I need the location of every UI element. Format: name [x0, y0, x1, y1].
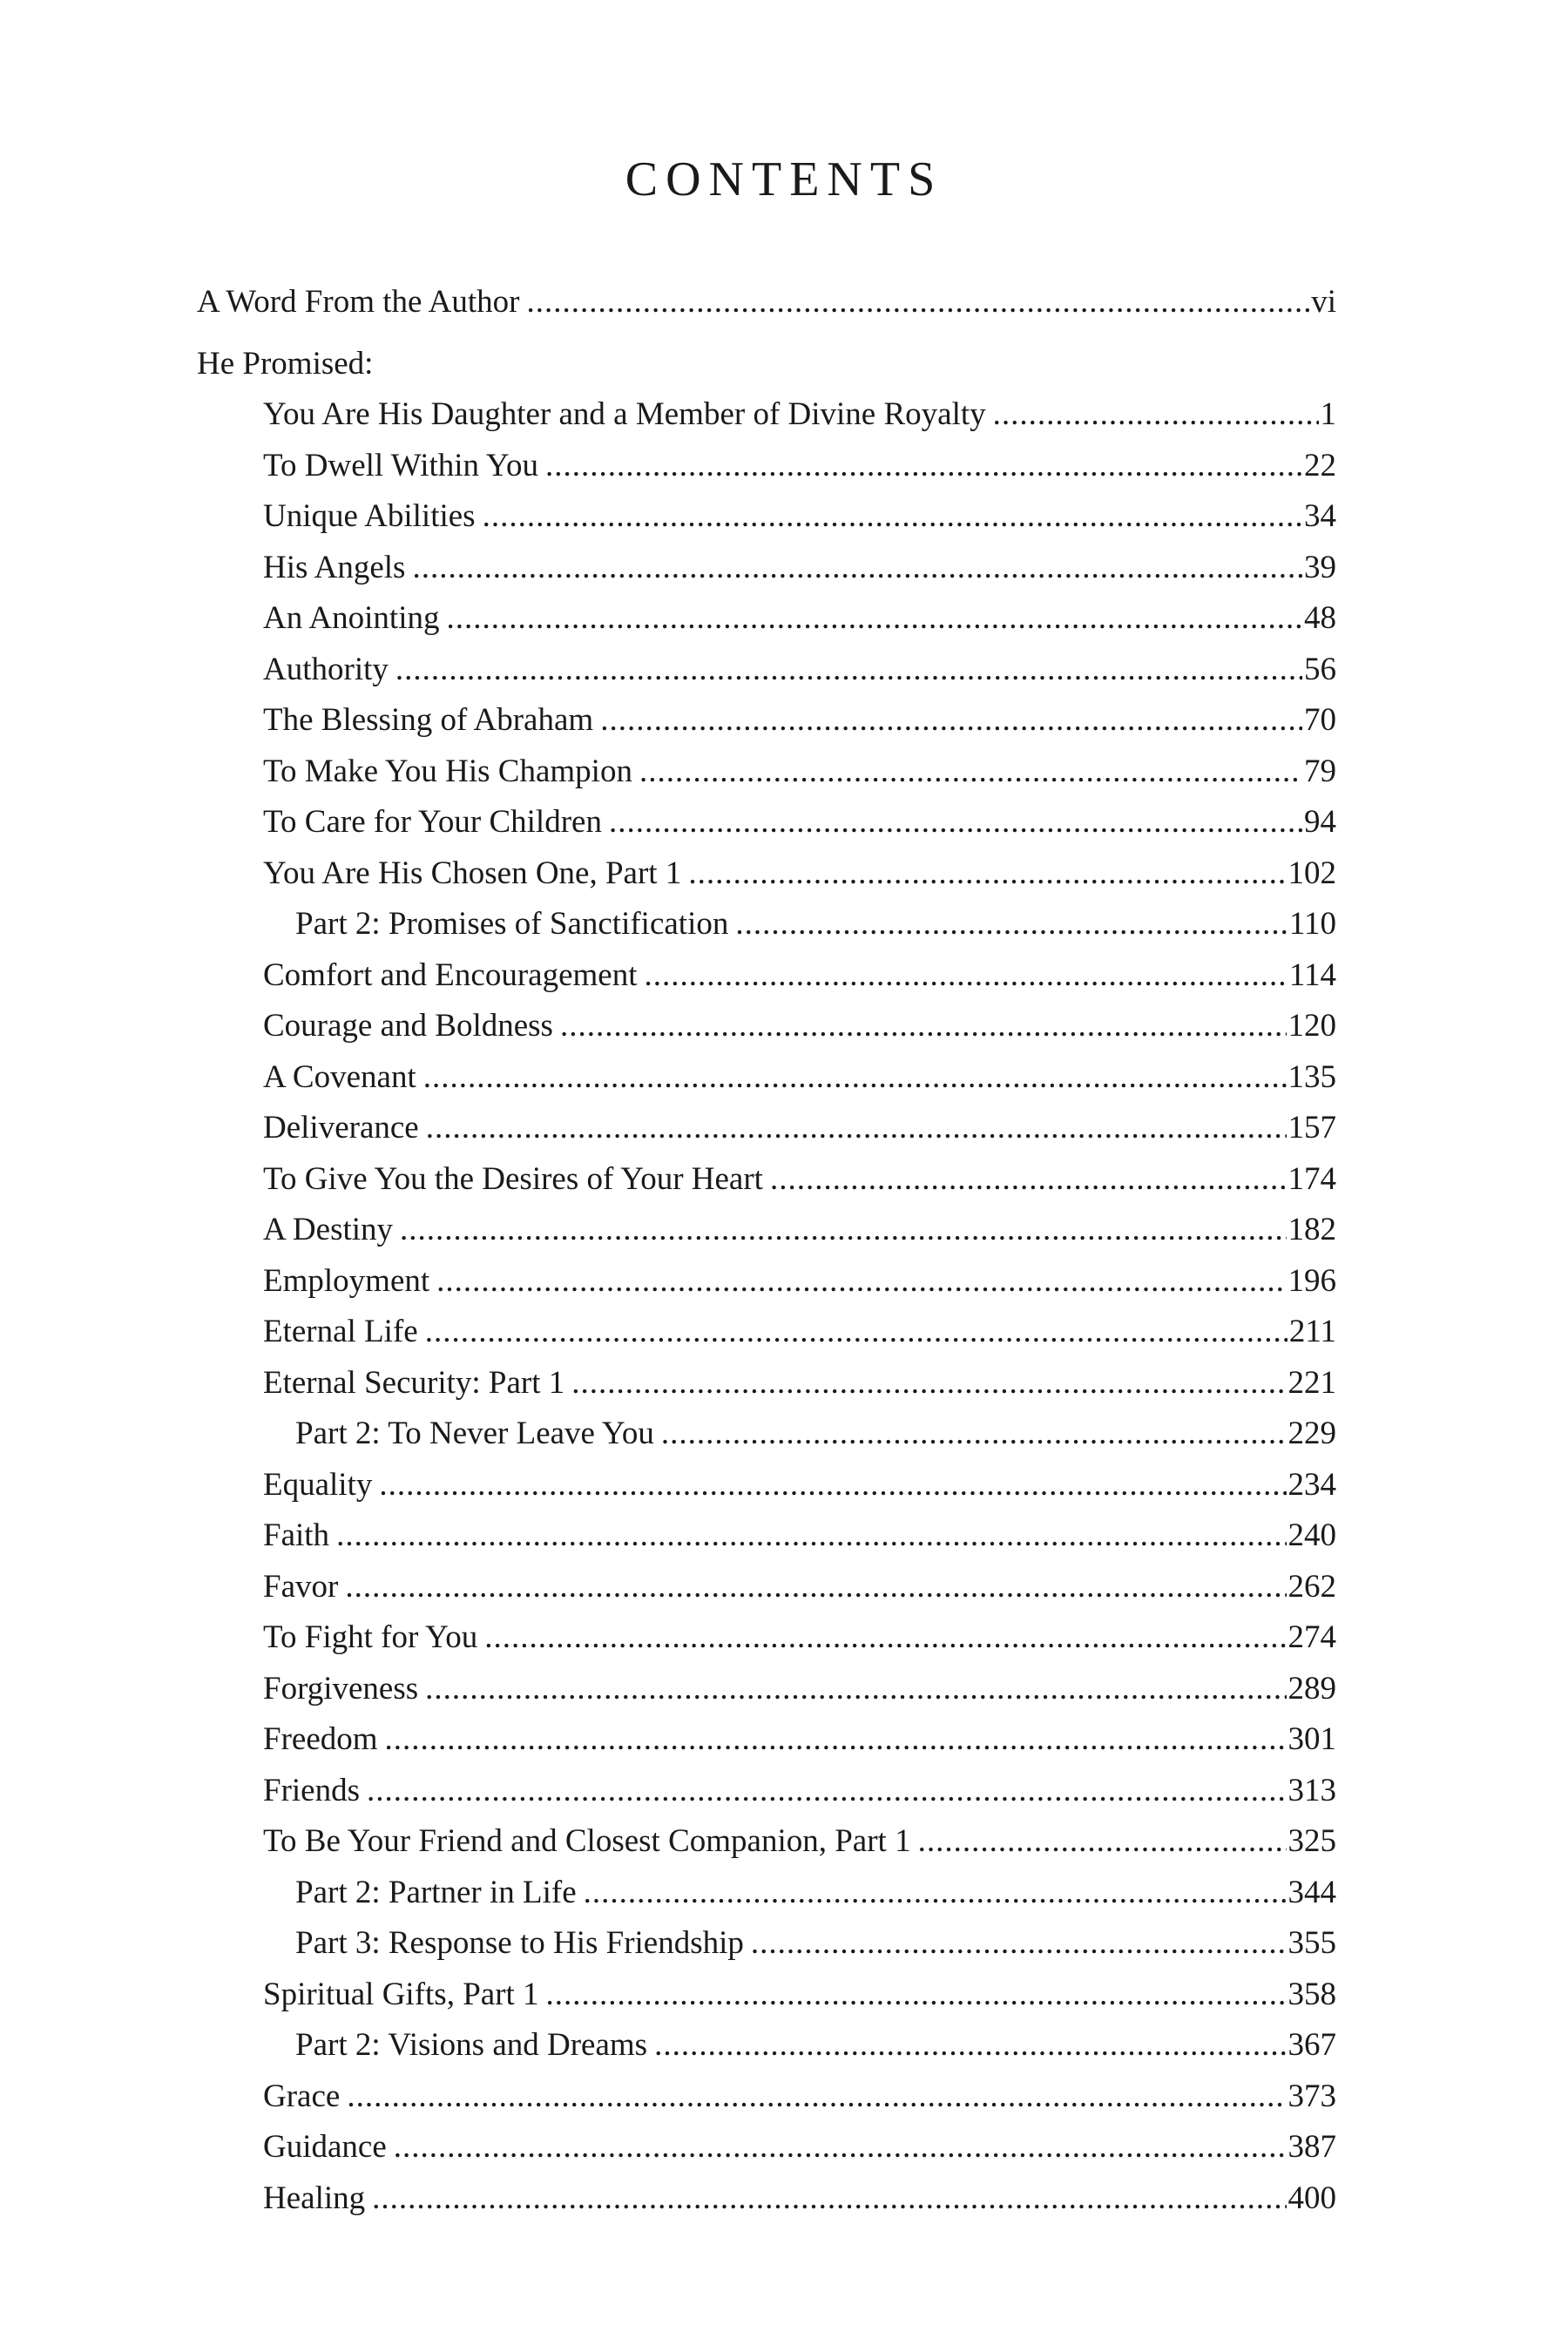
dot-leader: [770, 1154, 1287, 1206]
toc-entry[interactable]: [197, 950, 1336, 1002]
toc-entry-label: To Dwell Within You: [263, 447, 538, 483]
toc-entry[interactable]: [197, 1256, 1336, 1308]
toc-entry-page: 221: [1288, 1364, 1336, 1401]
toc-entry-page: 234: [1288, 1466, 1336, 1503]
toc-entry-page: 39: [1304, 549, 1336, 585]
toc-entry[interactable]: [197, 797, 1336, 848]
toc-entry[interactable]: [197, 1511, 1336, 1562]
toc-entry[interactable]: [197, 441, 1336, 492]
toc-entry-page: 70: [1304, 702, 1336, 738]
toc-entry[interactable]: [197, 848, 1336, 900]
toc-entry-page: 358: [1288, 1976, 1336, 2012]
toc-subentry[interactable]: [197, 1409, 1336, 1460]
toc-entry-label: Part 2: Promises of Sanctification: [295, 906, 729, 942]
dot-leader: [661, 1409, 1287, 1460]
toc-entry-page: 34: [1304, 498, 1336, 534]
toc-entry[interactable]: [197, 2173, 1336, 2225]
toc-entry-label: To Give You the Desires of Your Heart: [263, 1160, 763, 1197]
toc-entry-page: 387: [1288, 2129, 1336, 2165]
dot-leader: [423, 1052, 1287, 1104]
toc-entry-page: 1: [1320, 396, 1336, 432]
toc-entry-label: Grace: [263, 2078, 341, 2114]
toc-entry-label: His Angels: [263, 549, 406, 585]
toc-entry-page: 344: [1288, 1874, 1336, 1910]
toc-entry[interactable]: [197, 543, 1336, 594]
dot-leader: [484, 1612, 1286, 1664]
dot-leader: [526, 277, 1309, 328]
toc-entry-label: To Care for Your Children: [263, 804, 602, 840]
toc-entry-page: 196: [1288, 1262, 1336, 1299]
dot-leader: [436, 1256, 1286, 1308]
toc-entry[interactable]: [197, 1816, 1336, 1868]
dot-leader: [609, 797, 1302, 848]
toc-entry-label: Equality: [263, 1466, 373, 1503]
toc-entry-label: Part 3: Response to His Friendship: [295, 1925, 744, 1961]
toc-entry-page: 240: [1288, 1517, 1336, 1553]
toc-entry[interactable]: [197, 389, 1336, 441]
toc-entry-label: To Be Your Friend and Closest Companion, Part 1: [263, 1823, 911, 1859]
dot-leader: [584, 1868, 1287, 1919]
toc-entry-label: Freedom: [263, 1721, 378, 1757]
toc-entry-page: 325: [1288, 1823, 1336, 1859]
dot-leader: [644, 950, 1287, 1002]
toc-entry[interactable]: [197, 1714, 1336, 1766]
toc-entry[interactable]: [197, 1766, 1336, 1817]
toc-entry-label: To Make You His Champion: [263, 753, 632, 789]
dot-leader: [412, 543, 1302, 594]
dot-leader: [639, 747, 1302, 798]
toc-entry[interactable]: [197, 491, 1336, 543]
toc-entry-page: 56: [1304, 651, 1336, 687]
toc-entry-label: You Are His Chosen One, Part 1: [263, 855, 682, 891]
dot-leader: [395, 645, 1302, 696]
toc-entry[interactable]: [197, 2072, 1336, 2123]
toc-entry-label: A Covenant: [263, 1058, 416, 1095]
dot-leader: [735, 899, 1287, 950]
toc-entry-label: Eternal Life: [263, 1314, 418, 1349]
toc-entry-label: Comfort and Encouragement: [263, 956, 638, 993]
toc-entry-page: 174: [1288, 1160, 1336, 1197]
dot-leader: [918, 1816, 1287, 1868]
toc-entry-label: To Fight for You: [263, 1619, 478, 1655]
dot-leader: [425, 1664, 1286, 1715]
toc-entry-label: Courage and Boldness: [263, 1008, 553, 1044]
toc-entry-page: 94: [1304, 804, 1336, 840]
toc-entry[interactable]: [197, 593, 1336, 645]
toc-entry-label: A Word From the Author: [197, 284, 520, 320]
toc-entry[interactable]: [197, 1205, 1336, 1256]
toc-subentry[interactable]: [197, 1868, 1336, 1919]
toc-entry[interactable]: [197, 1358, 1336, 1409]
toc-entry-page: 135: [1288, 1058, 1336, 1095]
toc-entry[interactable]: [197, 645, 1336, 696]
dot-leader: [545, 441, 1302, 492]
table-of-contents: [197, 277, 1336, 2224]
toc-entry-label: Authority: [263, 651, 389, 687]
toc-entry-label: Guidance: [263, 2129, 387, 2165]
toc-entry-page: 211: [1288, 1314, 1336, 1349]
toc-entry-page: 313: [1288, 1772, 1336, 1808]
toc-entry-page: 22: [1304, 447, 1336, 483]
toc-entry-page: 373: [1288, 2078, 1336, 2114]
toc-entry-page: 120: [1288, 1008, 1336, 1044]
dot-leader: [425, 1307, 1288, 1358]
dot-leader: [336, 1511, 1286, 1562]
toc-entry-label: Eternal Security: Part 1: [263, 1364, 565, 1401]
toc-entry-page: 114: [1288, 956, 1336, 993]
toc-entry[interactable]: [197, 1664, 1336, 1715]
dot-leader: [993, 389, 1319, 441]
dot-leader: [400, 1205, 1286, 1256]
toc-entry-page: 182: [1288, 1212, 1336, 1247]
toc-entry[interactable]: [197, 2122, 1336, 2173]
toc-entry[interactable]: [197, 1562, 1336, 1613]
toc-entry-label: Employment: [263, 1262, 430, 1299]
toc-entry[interactable]: [197, 747, 1336, 798]
dot-leader: [426, 1103, 1287, 1154]
toc-entry-label: Unique Abilities: [263, 498, 476, 534]
toc-entry-label: Faith: [263, 1517, 330, 1553]
toc-entry[interactable]: [197, 1103, 1336, 1154]
dot-leader: [347, 2072, 1286, 2123]
dot-leader: [483, 491, 1302, 543]
toc-entry[interactable]: [197, 695, 1336, 747]
dot-leader: [600, 695, 1302, 747]
toc-entry-label: Deliverance: [263, 1110, 419, 1146]
toc-entry-page: 157: [1288, 1110, 1336, 1146]
dot-leader: [394, 2122, 1287, 2173]
toc-entry-label: A Destiny: [263, 1212, 394, 1247]
toc-entry-page: 48: [1304, 600, 1336, 636]
toc-entry-page: 262: [1288, 1568, 1336, 1605]
toc-entry-label: Part 2: Partner in Life: [295, 1874, 577, 1910]
dot-leader: [379, 1460, 1286, 1511]
toc-entry-author-word[interactable]: [197, 277, 1336, 328]
toc-entry-page: 110: [1288, 906, 1336, 942]
toc-entry-page: 301: [1288, 1721, 1336, 1757]
dot-leader: [688, 848, 1286, 900]
toc-subentry[interactable]: [197, 2020, 1336, 2072]
dot-leader: [546, 1970, 1287, 2021]
dot-leader: [345, 1562, 1286, 1613]
toc-entry[interactable]: [197, 1307, 1336, 1358]
toc-entry-page: vi: [1311, 284, 1336, 320]
toc-entry-page: 400: [1288, 2180, 1336, 2216]
dot-leader: [571, 1358, 1286, 1409]
toc-entry[interactable]: [197, 1612, 1336, 1664]
toc-entry-page: 355: [1288, 1925, 1336, 1961]
toc-entry-label: You Are His Daughter and a Member of Divine Royalty: [263, 396, 986, 432]
section-heading-label: He Promised:: [197, 345, 374, 382]
toc-section-heading: [197, 339, 1336, 390]
toc-entry[interactable]: [197, 1970, 1336, 2021]
dot-leader: [447, 593, 1303, 645]
toc-entry-label: An Anointing: [263, 600, 440, 636]
dot-leader: [385, 1714, 1287, 1766]
toc-entry-label: Part 2: Visions and Dreams: [295, 2027, 648, 2063]
dot-leader: [751, 1918, 1287, 1970]
toc-entry-page: 102: [1288, 855, 1336, 891]
toc-entry-page: 79: [1304, 753, 1336, 789]
toc-subentry[interactable]: [197, 899, 1336, 950]
toc-entry-label: Friends: [263, 1772, 360, 1808]
toc-entry[interactable]: [197, 1001, 1336, 1052]
dot-leader: [560, 1001, 1287, 1052]
toc-entry-label: Part 2: To Never Leave You: [295, 1416, 654, 1451]
toc-entry[interactable]: [197, 1154, 1336, 1206]
toc-entry-label: Healing: [263, 2180, 366, 2216]
dot-leader: [654, 2020, 1286, 2072]
toc-entry-label: The Blessing of Abraham: [263, 702, 594, 738]
dot-leader: [372, 2173, 1286, 2225]
toc-entry[interactable]: [197, 1052, 1336, 1104]
page-title: CONTENTS: [625, 152, 943, 206]
toc-entry-page: 274: [1288, 1619, 1336, 1655]
toc-entry-label: Favor: [263, 1568, 339, 1605]
toc-entry-label: Forgiveness: [263, 1670, 419, 1707]
toc-subentry[interactable]: [197, 1918, 1336, 1970]
toc-entry[interactable]: [197, 1460, 1336, 1511]
dot-leader: [367, 1766, 1287, 1817]
toc-entry-page: 289: [1288, 1670, 1336, 1707]
toc-entry-label: Spiritual Gifts, Part 1: [263, 1976, 539, 2012]
toc-entry-page: 367: [1288, 2027, 1336, 2063]
toc-entry-page: 229: [1288, 1416, 1336, 1451]
